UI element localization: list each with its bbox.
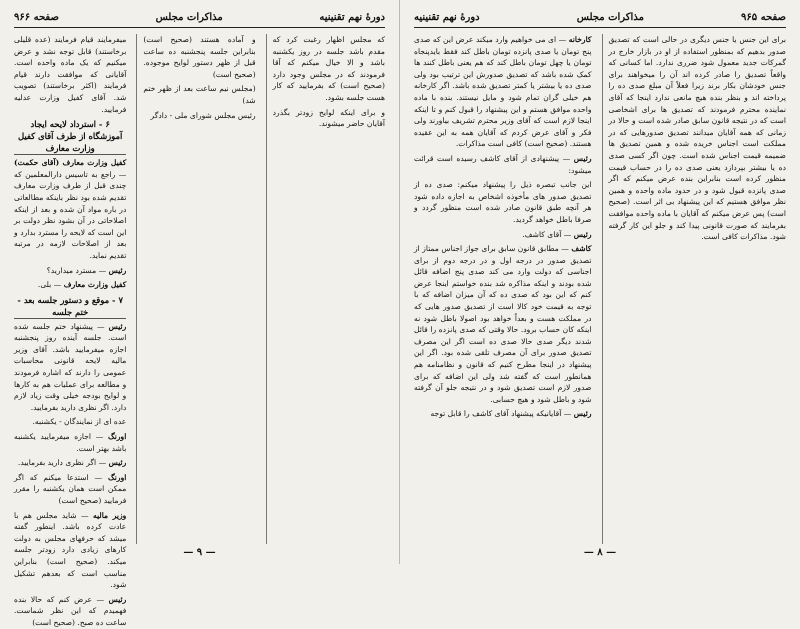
speaker-name: رئیس	[108, 594, 127, 604]
section-heading: ۶ - استرداد لایحه ایجاد آموزشگاه از طرف آقای کفیل وزارت معارف	[14, 118, 126, 155]
text-column	[266, 34, 385, 544]
header-title: مذاکرات مجلس	[576, 11, 644, 23]
paragraph: اورنگ — استدعا میکنم که اگر ممکن است همان یکشنبه را مقرر فرمایید (صحیح است)	[14, 472, 127, 505]
speaker-name: کفیل وزارت معارف (آقای حکمت)	[14, 158, 127, 168]
paragraph: کفیل وزارت معارف (آقای حکمت) — راجع به تاسیس دارالمعلمین که چندی قبل از طرف وزارت معارف تقدیم شده بود نظر باینکه مطالعاتی در باره مواد آن شده و بعد از اینکه اصلاحاتی در آن بشود نظر دولت بر این است که لایحه را مسترد بدارد و بعد از اصلاحات لازمه در مرتبه تقدیم نماید.	[14, 158, 127, 260]
paragraph-text: شاید مجلس هم با عادت کرده باشد. اینطور گفته میشد که حرفهای مجلس به دولت کارهای زیادی دارد زودتر جلسه میکند. (صحیح است) بنابراین مناسب است که بعدهم تشکیل شود.	[14, 510, 127, 590]
text-columns	[14, 34, 385, 627]
paragraph-text: و آماده هستند (صحیح است) بنابراین جلسه پنجشنبه ده ساعت قبل از ظهر دستور لوایح موجوده. (صحیح است)	[143, 35, 256, 79]
paragraph-text: عرض کنم که حالا بنده فهمیدم که این نظر شماست. ساعت ده صبح. (صحیح است)	[14, 594, 127, 627]
paragraph: رئیس — پیشنهاد ختم جلسه شده است. جلسه آینده روز پنجشنبه اجازه میفرمایید باشد. آقای وزیر مالیه لایحه قانونی محاسبات عمومی را دارند که اشاره فرمودند و مطالعه برای عملیات هم به کارها و لوایح بودجه خیلی وقت زیاد لازم دارد. اگر نظری دارید بفرمایید.	[14, 321, 127, 412]
paragraph	[273, 107, 385, 130]
paragraph-text: پیشنهادی از آقای کاشف رسیده است قرائت میشود:	[414, 153, 592, 175]
section-heading: ۷ - موقع و دستور جلسه بعد - ختم جلسه	[14, 294, 126, 319]
paragraph-text: مسترد میدارید؟	[46, 265, 97, 275]
speaker-name: رئیس	[573, 409, 592, 419]
speaker-name: رئیس	[573, 153, 592, 163]
page-number-label: صفحه ۹۶۵	[741, 11, 786, 23]
speaker-name: اورنگ	[107, 432, 127, 442]
paragraph: رئیس — عرض کنم که حالا بنده فهمیدم که این نظر شماست. ساعت ده صبح. (صحیح است)	[14, 594, 127, 627]
paragraph-text: بلی.	[37, 280, 52, 290]
paragraph: کفیل وزارت معارف — بلی.	[37, 280, 127, 290]
paragraph: رئیس — آقای کاشف.	[522, 229, 592, 239]
session-label: دورهٔ نهم تقنینیه	[319, 11, 385, 23]
session-label: دورهٔ نهم تقنینیه	[414, 11, 480, 23]
text-column	[14, 34, 127, 627]
paragraph-text: و برای اینکه لوایح زودتر بگذرد آقایان حاضر میشوند.	[272, 107, 385, 129]
folio: — ۸ —	[583, 547, 617, 558]
speaker-name: کارخانه	[568, 35, 592, 44]
text-column	[414, 34, 592, 544]
paragraph	[273, 34, 385, 104]
paragraph	[14, 34, 126, 115]
paragraph: اورنگ — اجازه میفرمایید یکشنبه باشد بهتر است.	[14, 432, 127, 453]
speaker-name: رئیس	[108, 265, 127, 275]
page-number-label: صفحه ۹۶۶	[14, 11, 59, 23]
paragraph-text: برای این جنس یا جنس دیگری در حالی است که تصدیق صدور بدهیم که بمنظور استفاده از او در بازار خارج در گمرکات جدید معمول شود ضرری ندارد. اما کسانی که واقعاً تصدیق را صادر کرده اند آن را میخواهند برای جنس خودشان بکار برند زیرا فعلاً آن مبلغ صدی ده را پرداخته اند و بنظر بنده هیچ مانعی ندارد اینجا که آقای نماینده محترم فرمودند که تصدیق ها برای اشخاصی است که در نتیجه قانون سابق صادر شده است و حالا در زمانی که همه آقایان میدانند تصدیق صدورهایی که در مملکت است اجناس خریده شده و همین تصدیق ها ضمیمه قیمت اجناس شده است. چون اگر کسی صدی ده یا بیشتر بپردازد یعنی صدی ده را در حساب قیمت منظور کرده است بنابراین بنده عرض میکنم که اگر صدی پانزده قبول شود و در حدود ماده واحده و همین نظر موافق هستیم که این پیشنهاد بی اثر است. (صحیح است) پس عرض میکنم که آقایان با ماده واحده موافقت بفرمایند که صورت قانونی پیدا کند و جلو این کار گرفته شود. مذاکرات کافی است.	[608, 35, 786, 242]
text-columns	[414, 34, 786, 544]
text-column	[136, 34, 255, 544]
paragraph-text: پیشنهاد ختم جلسه شده است. جلسه آینده روز پنجشنبه اجازه میفرمایید باشد. آقای وزیر مالیه لایحه قانونی محاسبات عمومی را دارند که اشاره فرمودند و مطالعه برای عملیات هم به کارها و لوایح بودجه خیلی وقت زیاد لازم دارد. اگر نظری دارید بفرمایید.	[14, 321, 127, 412]
speaker-name: کفیل وزارت معارف	[63, 280, 127, 290]
paragraph: رئیس — اگر نظری دارید بفرمایید.	[17, 458, 127, 468]
paragraph	[414, 179, 592, 225]
paragraph-text: اگر نظری دارید بفرمایید.	[17, 458, 97, 468]
speaker-name: وزیر مالیه	[93, 510, 127, 520]
paragraph: رئیس — مسترد میدارید؟	[46, 265, 127, 275]
paragraph-text: که مجلس اظهار رغبت کرد که مقدم باشد جلسه در روز یکشنبه باشد و الا خیال میکنم که آقا فرمودند که در مجلس وجود دارد (صحیح است) که بفرمایید که کار هست جلسه بشود.	[272, 35, 385, 102]
paragraph-text: میفرمایند قیام فرمایند (عده قلیلی برخاستند) قابل توجه نشد و عرض میکنیم که یک ماده واحده است. آقایانی که موافقت دارند قیام فرمایند (اکثر برخاستند) تصویب شد. آقای کفیل وزارت عدلیه فرمایید.	[14, 35, 127, 114]
speaker-name: کاشف	[571, 244, 592, 254]
paragraph: رئیس — پیشنهادی از آقای کاشف رسیده است قرائت میشود:	[414, 153, 592, 175]
paragraph: کاشف — مطابق قانون سابق برای جواز اجناس ممتاز از تصدیق صدور در درجه اول و در درجه دوم از برای اجناسی که دولت وارد می کند صدی پنج اضافه قائل شده بودند و اینکه مذاکره شد بنده خواستم اینجا عرض کنم که این بود که صدی ده که آن میزان اضافه که با توجه به قیمت خود کالا است از تصدیق صدور هایی که در مملکت هست و بعداً خواهد بود اصولا باطل شود نه اینکه کان حساب برود. حالا وقتی که صدی پانزده را قائل شدند دیگر صدی حالا صدی ده است اگر این مصرف تصدیق صدور برای آن مصرف تلقی شده بود. اگر این پیشنهاد در اینجا مطرح کنیم که قانون و نظامنامه هم همانطور است که گفته شد ولی این اضافه که برای صدور لازم است تصدیق شود و در نتیجه جلو آن گرفته شود و باطل شود و هیچ حسابی.	[414, 244, 592, 404]
paragraph: رئیس — آقایانیکه پیشنهاد آقای کاشف را قابل توجه	[430, 409, 592, 419]
speaker-name: رئیس	[108, 458, 127, 468]
folio: — ۹ —	[183, 547, 216, 558]
paragraph-text: آقایانیکه پیشنهاد آقای کاشف را قابل توجه	[430, 409, 562, 419]
paragraph: وزیر مالیه — شاید مجلس هم با عادت کرده باشد. اینطور گفته میشد که حرفهای مجلس به دولت کارهای زیادی دارد زودتر جلسه میکند. (صحیح است) بنابراین مناسب است که بعدهم تشکیل شود.	[14, 510, 127, 590]
paragraph-text: این جانب تبصره ذیل را پیشنهاد میکنم: صدی ده از تصدیق صدور های مأخوذه اشخاص به اجازه داده شود هر آنچه طبق قانون صادر شده است منظور گردد و صرفا باطل خواهد گردید.	[414, 180, 592, 224]
paragraph-text: راجع به تاسیس دارالمعلمین که چندی قبل از طرف وزارت معارف تقدیم شده بود نظر باینکه مطالعاتی در باره مواد آن شده و بعد از اینکه اصلاحاتی در آن بشود نظر دولت بر این است که لایحه را مسترد بدارد و بعد از اصلاحات لازمه در مرتبه تقدیم نماید.	[14, 169, 127, 260]
paragraph-text: (مجلس نیم ساعت بعد از ظهر ختم شد)	[143, 84, 256, 105]
paragraph	[143, 110, 255, 122]
paragraph	[14, 416, 126, 428]
paragraph-text: مطابق قانون سابق برای جواز اجناس ممتاز از تصدیق صدور در درجه اول و در درجه دوم از برای اجناسی که دولت وارد می کند صدی پنج اضافه قائل شده بودند و اینکه مذاکره شد بنده خواستم اینجا عرض کنم که این بود که صدی ده که آن میزان اضافه که با توجه به قیمت خود کالا است از تصدیق صدور هایی که در مملکت هست و بعداً خواهد بود اصولا باطل شود نه اینکه کان حساب برود. حالا وقتی که صدی پانزده را قائل شدند دیگر صدی حالا صدی ده است اگر این مصرف تصدیق صدور برای آن مصرف تلقی شده بود. اگر این پیشنهاد در اینجا مطرح کنیم که قانون و نظامنامه هم همانطور است که گفته شد ولی این اضافه که برای صدور لازم است تصدیق شود و در نتیجه جلو آن گرفته شود و باطل شود و هیچ حسابی.	[414, 244, 592, 404]
paragraph	[143, 83, 255, 106]
running-head	[14, 10, 385, 28]
speaker-name: اورنگ	[108, 472, 127, 482]
paragraph-text: اجازه میفرمایید یکشنبه باشد بهتر است.	[14, 432, 127, 453]
speaker-name: رئیس	[108, 321, 127, 331]
header-title: مذاکرات مجلس	[155, 11, 223, 23]
text-column	[602, 34, 787, 544]
paragraph-text: عده ای از نمایندگان - یکشنبه.	[32, 417, 127, 427]
paragraph-text: ای می خواهیم وارد میکند عرض این که صدی پنج تومان یا صدی پانزده تومان باطل کند فقط بایدپنجاه تومان یا چهل تومان باطل کند که هم یعنی باطل کنند ها کمک شده باشد که تصدیق صدورش این ترتیب بود ولی صدی ده یا بیشتر یا کمتر تصدیق شده باشد. اگر کارخانه هم خیلی گران تمام شود و مایل نیستند. بنده با ماده واحده موافق هستم و این پیشنهاد را قبول کنم و تا اینکه اینجا لازم است که آقای وزیر محترم تشریف بیاورند ولی فکر و آقای عرض کردم که آقایان همه به این عقیده هستند. (صحیح است) کافی است مذاکرات.	[414, 35, 592, 149]
paragraph	[609, 34, 787, 243]
paragraph-text: رئیس مجلس شورای ملی - دادگر	[150, 110, 256, 120]
paragraph: کارخانه — ای می خواهیم وارد میکند عرض این که صدی پنج تومان یا صدی پانزده تومان باطل کند فقط بایدپنجاه تومان یا چهل تومان باطل کند که هم یعنی باطل کنند ها کمک شده باشد که تصدیق صدورش این ترتیب بود ولی صدی ده یا بیشتر یا کمتر تصدیق شده باشد. اگر کارخانه هم خیلی گران تمام شود و مایل نیستند. بنده با ماده واحده موافق هستم و این پیشنهاد را قبول کنم و تا اینکه اینجا لازم است که آقای وزیر محترم تشریف بیاورند ولی فکر و آقای عرض کردم که آقایان همه به این عقیده هستند. (صحیح است) کافی است مذاکرات.	[414, 35, 592, 149]
running-head	[414, 10, 786, 28]
paragraph-text: آقای کاشف.	[522, 229, 562, 239]
paragraph-text: استدعا میکنم که اگر ممکن است همان یکشنبه را مقرر فرمایید (صحیح است)	[14, 472, 127, 505]
right-page	[400, 0, 800, 564]
speaker-name: رئیس	[573, 229, 592, 239]
paragraph	[143, 34, 255, 80]
left-page	[0, 0, 400, 627]
